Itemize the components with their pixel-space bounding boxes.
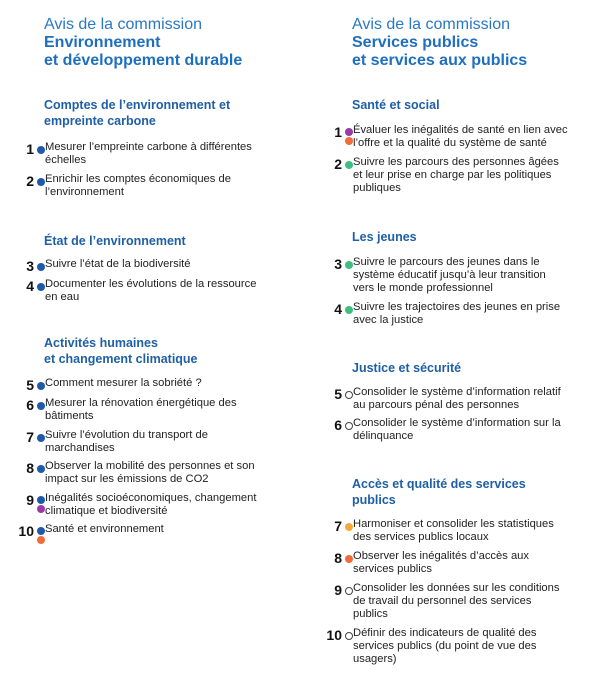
item-text: Inégalités socioéconomiques, changement climatique et biodiversité [45, 492, 257, 517]
heading-line-2: Environnement [44, 34, 161, 51]
section-title-line: et changement climatique [44, 352, 198, 366]
section-title [44, 97, 230, 129]
item-text: Consolider les données sur les conditions de travail du personnel des services publics [353, 582, 560, 620]
heading-line-3: et services aux publics [352, 52, 528, 69]
hollow-dot-icon [345, 587, 353, 595]
heading-line-1: Avis de la commission [352, 16, 510, 33]
section-title-line: empreinte carbone [44, 114, 156, 128]
section-title [44, 233, 186, 249]
purple-dot-icon [37, 505, 45, 513]
item-number: 2 [26, 173, 34, 189]
section-title-line: Santé et social [352, 98, 440, 112]
blue-dot-icon [37, 283, 45, 291]
section-title-line: État de l’environnement [44, 234, 186, 248]
section-title-line: publics [352, 493, 396, 507]
item-number: 3 [26, 258, 34, 274]
item-text: Enrichir les comptes économiques de l’environnement [45, 173, 231, 198]
item-text: Observer la mobilité des personnes et son impact sur les émissions de CO2 [45, 460, 255, 485]
item-number: 6 [26, 397, 34, 413]
purple-dot-icon [345, 128, 353, 136]
item-number: 8 [26, 460, 34, 476]
item-text: Documenter les évolutions de la ressource en eau [45, 278, 257, 303]
item-number: 7 [26, 429, 34, 445]
blue-dot-icon [37, 402, 45, 410]
item-number: 1 [26, 141, 34, 157]
blue-dot-icon [37, 465, 45, 473]
item-number: 5 [26, 377, 34, 393]
item-number: 9 [26, 492, 34, 508]
orange-dot-icon [345, 555, 353, 563]
left-column-heading [44, 16, 242, 70]
item-text: Suivre le parcours des jeunes dans le système éducatif jusqu’à leur transition vers le monde professionnel [353, 256, 546, 294]
right-column-heading [352, 16, 527, 70]
section-title-line: Comptes de l’environnement et [44, 98, 231, 112]
yellow-dot-icon [345, 523, 353, 531]
item-text: Santé et environnement [45, 523, 164, 535]
item-number: 2 [334, 156, 342, 172]
blue-dot-icon [37, 178, 45, 186]
item-text: Comment mesurer la sobriété ? [45, 377, 202, 389]
section-title [352, 360, 461, 376]
green-dot-icon [345, 161, 353, 169]
item-text: Harmoniser et consolider les statistiques des services publics locaux [353, 518, 554, 543]
heading-line-3: et développement durable [44, 52, 243, 69]
item-text: Consolider le système d’information sur la délinquance [353, 417, 561, 442]
hollow-dot-icon [345, 632, 353, 640]
item-number: 5 [334, 386, 342, 402]
item-text: Mesurer la rénovation énergétique des bâtiments [45, 397, 237, 422]
item-number: 9 [334, 582, 342, 598]
blue-dot-icon [37, 382, 45, 390]
blue-dot-icon [37, 263, 45, 271]
item-text: Suivre les parcours des personnes âgées et leur prise en charge par les politiques publiques [353, 156, 559, 194]
item-text: Suivre les trajectoires des jeunes en prise avec la justice [353, 301, 561, 326]
item-text: Définir des indicateurs de qualité des services publics (du point de vue des usagers) [353, 627, 537, 665]
green-dot-icon [345, 306, 353, 314]
item-number: 3 [334, 256, 342, 272]
hollow-dot-icon [345, 391, 353, 399]
item-number: 4 [26, 278, 34, 294]
item-text: Mesurer l’empreinte carbone à différentes échelles [45, 141, 252, 166]
section-title [352, 476, 526, 508]
item-text: Suivre l’évolution du transport de marchandises [45, 429, 208, 454]
orange-dot-icon [345, 137, 353, 145]
section-title-line: Justice et sécurité [352, 361, 462, 375]
item-number: 6 [334, 417, 342, 433]
item-text: Observer les inégalités d’accès aux services publics [353, 550, 529, 575]
green-dot-icon [345, 261, 353, 269]
hollow-dot-icon [345, 422, 353, 430]
blue-dot-icon [37, 496, 45, 504]
section-title-line: Accès et qualité des services [352, 477, 526, 491]
blue-dot-icon [37, 434, 45, 442]
item-text: Évaluer les inégalités de santé en lien avec l’offre et la qualité du système de santé [353, 124, 568, 149]
section-title-line: Activités humaines [44, 336, 158, 350]
section-title-line: Les jeunes [352, 230, 417, 244]
item-text: Consolider le système d’information relatif au parcours pénal des personnes [353, 386, 561, 411]
orange-dot-icon [37, 536, 45, 544]
section-title [352, 229, 417, 245]
section-title [44, 335, 198, 367]
blue-dot-icon [37, 146, 45, 154]
heading-line-1: Avis de la commission [44, 16, 202, 33]
heading-line-2: Services publics [352, 34, 479, 51]
item-text: Suivre l’état de la biodiversité [45, 258, 191, 270]
item-number: 4 [334, 301, 342, 317]
blue-dot-icon [37, 527, 45, 535]
item-number: 8 [334, 550, 342, 566]
item-number: 1 [334, 124, 342, 140]
item-number: 10 [18, 523, 34, 539]
item-number: 10 [326, 627, 342, 643]
section-title [352, 97, 440, 113]
item-number: 7 [334, 518, 342, 534]
